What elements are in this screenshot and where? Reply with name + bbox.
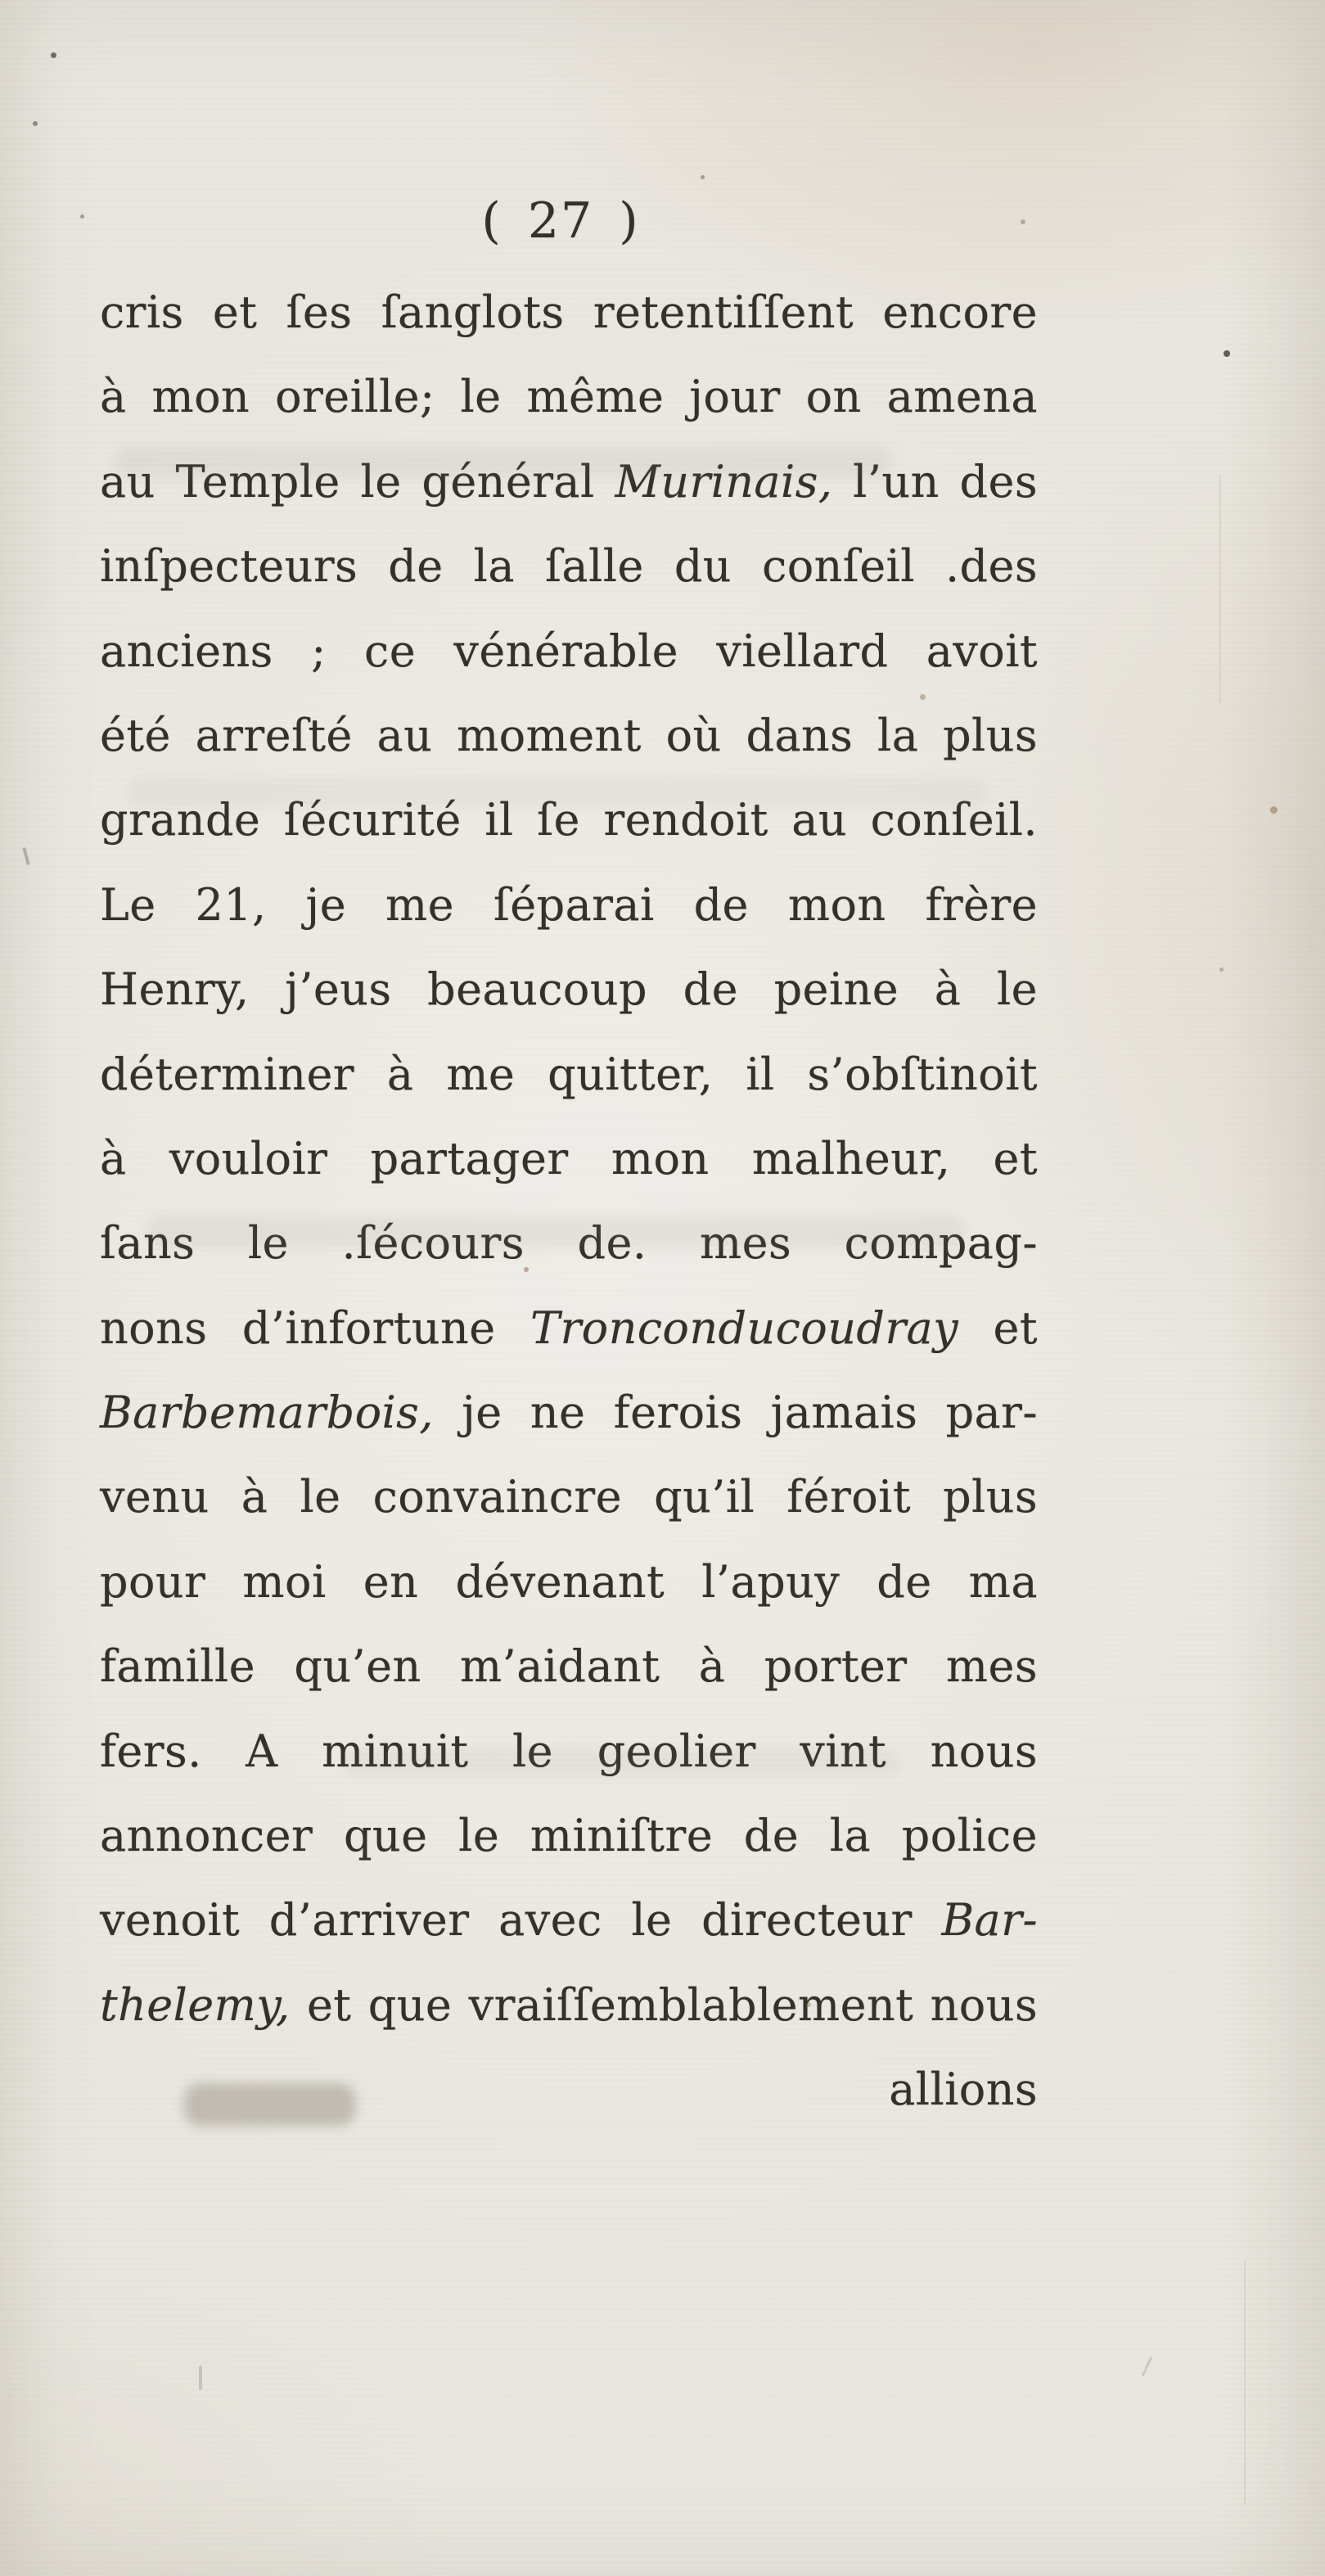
text-line: déterminer à me quitter, il s’obſtinoit [100,1048,1038,1100]
text-line: fers. A minuit le geolier vint nous [100,1725,1038,1777]
text-line: au Temple le général Murinais, l’un des [100,455,1038,508]
text-line: Henry, j’eus beaucoup de peine à le [100,963,1038,1016]
scan-speck [51,52,56,58]
page-crease-line [1244,2259,1246,2505]
text-lines [100,270,1038,2047]
text-line: annoncer que le miniſtre de la police [100,1810,1038,1862]
text-line: à mon oreille; le même jour on amena [100,371,1038,423]
scan-speck [1219,968,1224,972]
text-line: thelemy, et que vraiſſemblablement nous [100,1978,1038,2031]
text-line: pour moi en dévenant l’apuy de ma [100,1555,1038,1608]
scan-speck [701,175,705,179]
scan-speck [1224,350,1230,357]
text-line: été arreſté au moment où dans la plus [100,709,1038,761]
scan-speck [80,214,84,219]
text-line: Le 21, je me ſéparai de mon frère [100,878,1038,931]
scan-mark [1142,2357,1153,2377]
scan-speck [33,121,38,126]
text-line: cris et ſes ſanglots retentiſſent encore [100,286,1038,338]
text-line: à vouloir partager mon malheur, et [100,1132,1038,1184]
text-line: Barbemarbois, je ne ferois jamais par- [100,1387,1038,1439]
catchword: allions [889,2064,1038,2116]
foxing-spot [1270,806,1278,814]
text-line: famille qu’en m’aidant à porter mes [100,1640,1038,1693]
text-line: venoit d’arriver avec le directeur Bar- [100,1894,1038,1947]
text-line: anciens ; ce vénérable viellard avoit [100,625,1038,677]
scan-mark [22,847,30,865]
scan-speck [1021,219,1025,224]
text-line: grande ſécurité il ſe rendoit au conſeil. [100,794,1038,846]
text-line: nons d’infortune Tronconducoudray et [100,1302,1038,1354]
text-line: inſpecteurs de la ſalle du conſeil .des [100,540,1038,593]
page-crease-line [1219,475,1221,704]
page-number: ( 27 ) [481,192,640,250]
text-line: ſans le .ſécours de. mes compag- [100,1217,1038,1270]
text-block [100,270,1038,2132]
scan-mark [199,2366,202,2390]
text-line: venu à le convaincre qu’il féroit plus [100,1471,1038,1523]
